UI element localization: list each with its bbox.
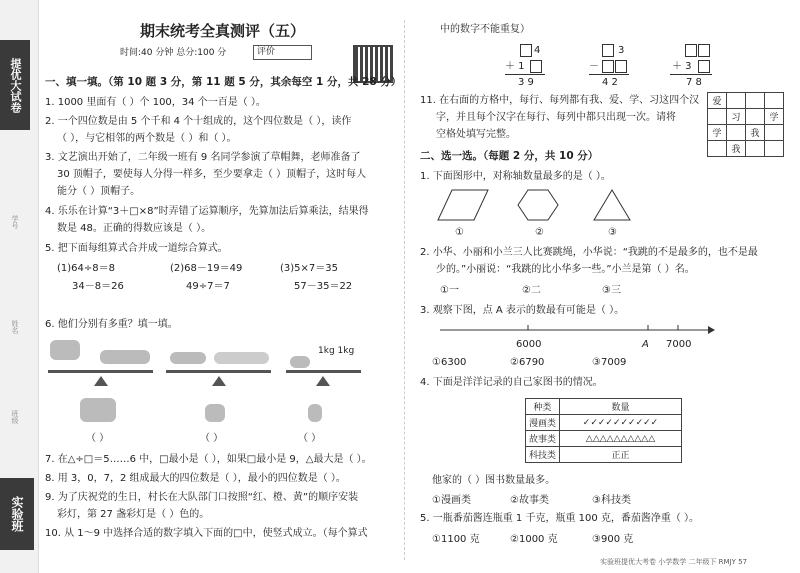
q5-calc-1b: 34－8＝26 — [72, 281, 124, 292]
puppies-icon — [170, 352, 206, 364]
grid-cell: 爱 — [708, 93, 727, 109]
page-divider — [404, 20, 405, 560]
grid-cell: 学 — [765, 109, 784, 125]
c1-option-2[interactable]: ② — [535, 227, 544, 238]
q5-calc-3b: 57－35＝22 — [294, 281, 353, 292]
scale-2-pivot — [212, 376, 226, 386]
rabbits-icon — [100, 350, 150, 364]
q5-calc-2a: (2)68－19＝49 — [170, 263, 243, 274]
vf1-mid: ＋ 1 — [505, 61, 525, 72]
scale-2 — [166, 370, 271, 373]
choice-1: 1. 下面图形中，对称轴数量最多的是（ ）。 — [420, 171, 611, 182]
grid-cell: 我 — [727, 141, 746, 157]
c1-option-3[interactable]: ③ — [608, 227, 617, 238]
grid-cell[interactable] — [727, 125, 746, 141]
hexagon-shape — [518, 190, 558, 220]
rec-cell: 故事类 — [526, 431, 560, 447]
binding-spine — [0, 0, 39, 573]
puppy-answer-icon — [205, 404, 225, 422]
question-4-line-2: 数是 48。正确的得数应该是（ ）。 — [57, 223, 212, 234]
score-label: 评价 — [257, 47, 276, 57]
vf2-top: 3 — [618, 45, 625, 56]
question-2-line-1: 2. 一个四位数是由 5 个千和 4 个十组成的，这个四位数是（ ），读作 — [45, 116, 352, 127]
vf2-op: － — [589, 61, 599, 72]
rec-cell: ✓✓✓✓✓✓✓✓✓✓ — [560, 415, 682, 431]
section-1-title: 一、填一填。（第 10 题 3 分，第 11 题 5 分，其余每空 1 分，共 28 分） — [45, 76, 402, 88]
vf2-box-c[interactable] — [615, 60, 627, 73]
grid-cell[interactable] — [765, 93, 784, 109]
page-title: 期末统考全真测评（五） — [140, 22, 306, 40]
choice-2-line-1: 2. 小华、小丽和小兰三人比赛跳绳，小华说：“我跳的不是最多的，也不是最 — [420, 247, 758, 258]
question-11-line-2: 字，并且每个汉字在每行、每列中都只出现一次。请将 — [436, 112, 676, 123]
numline-point-a: A — [642, 339, 649, 350]
brand-logo-bottom: 实验班 — [0, 478, 34, 550]
choice-4-line-2: 他家的（ ）图书数量最多。 — [432, 475, 556, 486]
question-9-line-2: 彩灯，第 27 盏彩灯是（ ）色的。 — [57, 509, 210, 520]
grid-cell[interactable] — [746, 93, 765, 109]
triangle-shape — [594, 190, 630, 220]
question-7: 7. 在△÷□＝5……6 中，□最小是（ ），如果□最小是 9，△最大是（ ）。 — [45, 454, 372, 465]
c2-option-1[interactable]: ①一 — [440, 285, 459, 296]
choice-5: 5. 一瓶番茄酱连瓶重 1 千克，瓶重 100 克，番茄酱净重（ ）。 — [420, 513, 700, 524]
grid-cell[interactable] — [727, 93, 746, 109]
c3-option-3[interactable]: ③7009 — [592, 357, 627, 368]
vf2-box-b[interactable] — [602, 60, 614, 73]
number-line — [440, 322, 715, 338]
question-6: 6. 他们分别有多重？填一填。 — [45, 319, 178, 330]
c1-option-1[interactable]: ① — [455, 227, 464, 238]
c4-option-1[interactable]: ①漫画类 — [432, 495, 471, 506]
score-box[interactable] — [253, 45, 312, 60]
rabbit-answer-icon — [308, 404, 322, 422]
spine-label-name: 姓名 — [11, 320, 19, 334]
scale-3 — [286, 370, 361, 373]
shapes-figure — [430, 186, 650, 226]
vf1-box-a[interactable] — [520, 44, 532, 57]
c2-option-3[interactable]: ③三 — [602, 285, 621, 296]
c4-option-2[interactable]: ②故事类 — [510, 495, 549, 506]
spine-label-id: 学号 — [11, 215, 19, 229]
question-10-line-1: 10. 从 1～9 中选择合适的数字填入下面的□中，使竖式成立。（每个算式 — [45, 528, 368, 539]
scale-3-pivot — [316, 376, 330, 386]
vf1-result: 3 9 — [518, 77, 534, 88]
grid-cell[interactable] — [765, 141, 784, 157]
vf2-result: 4 2 — [602, 77, 618, 88]
question-3-line-1: 3. 文艺演出开始了，二年级一班有 9 名同学参演了草帽舞，老师准备了 — [45, 152, 361, 163]
sheep-answer-icon — [80, 398, 116, 422]
c3-option-1[interactable]: ①6300 — [432, 357, 467, 368]
grid-cell[interactable] — [746, 109, 765, 125]
rabbit-icon — [290, 356, 310, 368]
vf1-line — [505, 74, 545, 75]
grid-cell[interactable] — [746, 141, 765, 157]
question-11-line-3: 空格处填写完整。 — [436, 129, 516, 140]
section-2-title: 二、选一选。（每题 2 分，共 10 分） — [420, 150, 599, 162]
q6-answer-2[interactable]: （ ） — [200, 433, 224, 444]
numline-6000: 6000 — [516, 339, 542, 350]
c2-option-2[interactable]: ②二 — [522, 285, 541, 296]
scale-1 — [48, 370, 153, 373]
q5-calc-3a: (3)5×7＝35 — [280, 263, 338, 274]
question-4-line-1: 4. 乐乐在计算“3＋□×8”时弄错了运算顺序，先算加法后算乘法，结果得 — [45, 206, 369, 217]
rec-cell: 正正 — [560, 447, 682, 463]
q6-answer-3[interactable]: （ ） — [298, 433, 322, 444]
vf3-mid: ＋ 3 — [672, 61, 692, 72]
rabbits-row-icon — [214, 352, 269, 364]
vf3-box-b[interactable] — [698, 44, 710, 57]
vf3-box-a[interactable] — [685, 44, 697, 57]
question-11-line-1: 11. 在右面的方格中，每行、每列都有我、爱、学、习这四个汉 — [420, 95, 700, 106]
rec-header: 数量 — [560, 399, 682, 415]
q5-calc-2b: 49÷7＝7 — [186, 281, 230, 292]
grid-cell: 习 — [727, 109, 746, 125]
brand-logo-top: 提优大试卷 — [0, 40, 30, 130]
question-8: 8. 用 3，0，7，2 组成最大的四位数是（ ），最小的四位数是（ ）。 — [45, 473, 346, 484]
grid-cell: 学 — [708, 125, 727, 141]
q6-answer-1[interactable]: （ ） — [86, 433, 110, 444]
exam-meta: 时间:40 分钟 总分:100 分 — [120, 48, 227, 58]
parallelogram-shape — [438, 190, 488, 220]
c3-option-2[interactable]: ②6790 — [510, 357, 545, 368]
question-3-line-3: 能分（ ）顶帽子。 — [57, 186, 141, 197]
vf3-result: 7 8 — [686, 77, 702, 88]
grid-cell[interactable] — [765, 125, 784, 141]
c4-option-3[interactable]: ③科技类 — [592, 495, 631, 506]
vf3-box-c[interactable] — [698, 60, 710, 73]
vf1-top: 4 — [534, 45, 541, 56]
arrow-icon — [708, 326, 715, 334]
rec-header: 种类 — [526, 399, 560, 415]
rec-cell: 科技类 — [526, 447, 560, 463]
vf1-box-b[interactable] — [530, 60, 542, 73]
question-1: 1. 1000 里面有（ ）个 100，34 个一百是（ ）。 — [45, 97, 266, 108]
question-3-line-2: 30 顶帽子，要使每人分得一样多，至少要拿走（ ）顶帽子，这时每人 — [57, 169, 367, 180]
sheep-icon — [50, 340, 80, 360]
choice-4: 4. 下面是洋洋记录的自己家图书的情况。 — [420, 377, 603, 388]
grid-cell[interactable] — [708, 141, 727, 157]
grid-cell[interactable] — [708, 109, 727, 125]
choice-3: 3. 观察下图，点 A 表示的数最有可能是（ ）。 — [420, 305, 625, 316]
c5-option-1[interactable]: ①1100 克 — [432, 534, 480, 545]
question-2-line-2: （ ），与它相邻的两个数是（ ）和（ ）。 — [57, 133, 237, 144]
book-record-table — [525, 398, 682, 463]
question-5: 5. 把下面每组算式合并成一道综合算式。 — [45, 243, 228, 254]
vf2-box-a[interactable] — [602, 44, 614, 57]
question-9-line-1: 9. 为了庆祝党的生日，村长在大队部门口按照“红、橙、黄”的顺序安装 — [45, 492, 359, 503]
word-grid — [707, 92, 784, 157]
page-footer: 实验班提优大考卷 小学数学 二年级下 RMJY 57 — [600, 558, 748, 566]
vf3-line — [670, 74, 712, 75]
choice-2-line-2: 少的。”小丽说：“我跳的比小华多一些。”小兰是第（ ）名。 — [436, 264, 695, 275]
scale-1-pivot — [94, 376, 108, 386]
c5-option-2[interactable]: ②1000 克 — [510, 534, 558, 545]
rec-cell: △△△△△△△△△△ — [560, 431, 682, 447]
grid-cell: 我 — [746, 125, 765, 141]
vf2-line — [589, 74, 629, 75]
q5-calc-1a: (1)64÷8＝8 — [57, 263, 115, 274]
weight-labels: 1kg 1kg — [318, 346, 355, 356]
numline-7000: 7000 — [666, 339, 692, 350]
spine-label-class: 班级 — [11, 410, 19, 424]
rec-cell: 漫画类 — [526, 415, 560, 431]
c5-option-3[interactable]: ③900 克 — [592, 534, 634, 545]
question-10-line-2: 中的数字不能重复） — [440, 24, 530, 35]
